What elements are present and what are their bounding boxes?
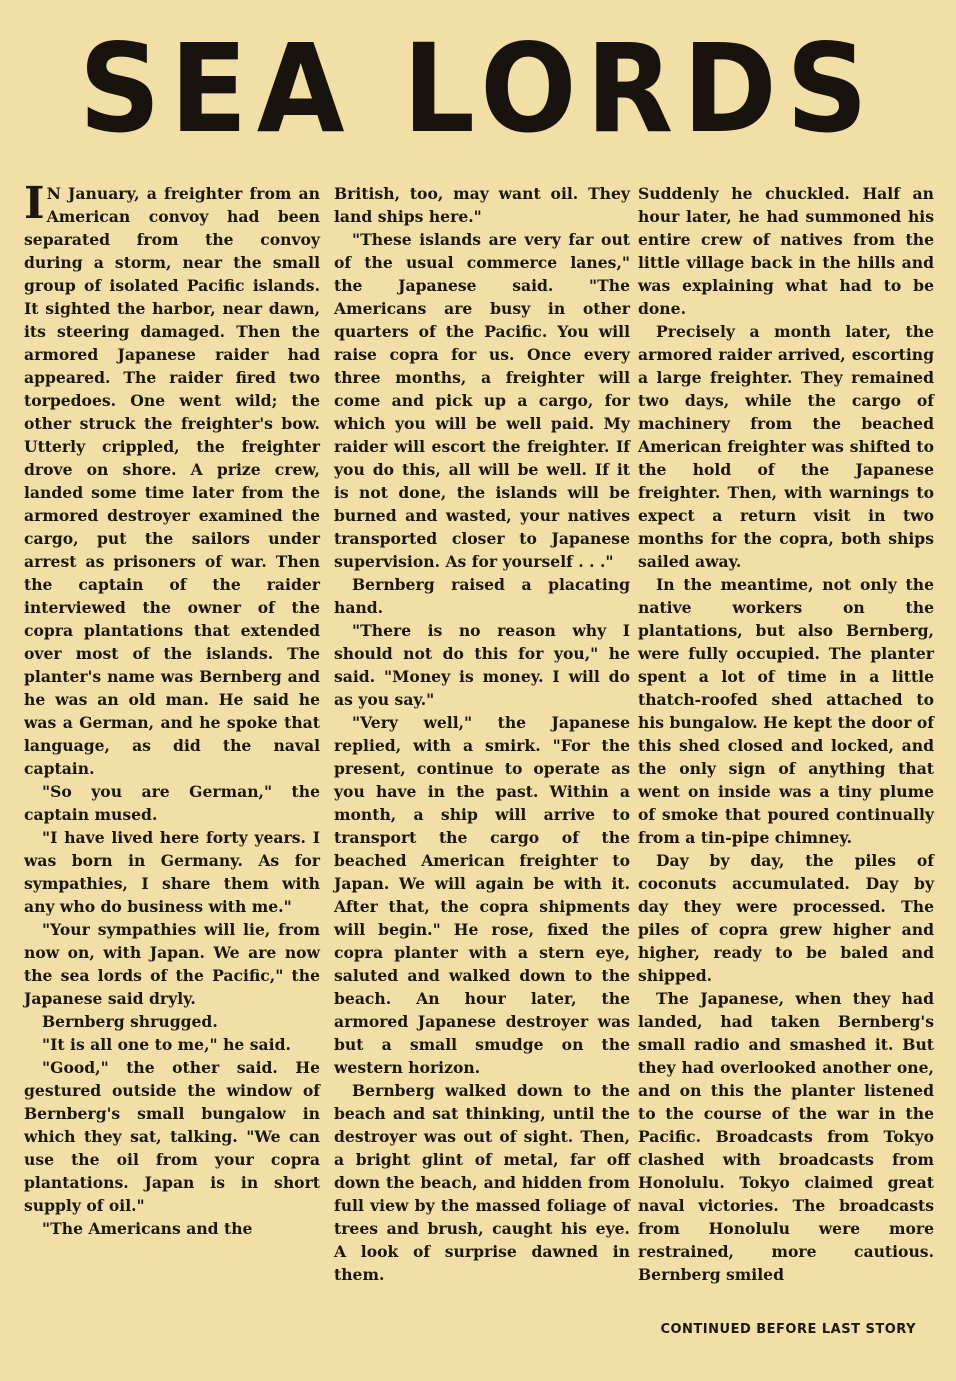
paragraph: "Your sympathies will lie, from now on, with Japan. We are now the sea lords of the Pacific," the Japanese said dryly.	[24, 920, 320, 1008]
paragraph: Day by day, the piles of coconuts accumulated. Day by day they were processed. The piles of copra grew higher and higher, ready to be baled and shipped.	[638, 851, 934, 985]
paragraph: Bernberg raised a placating hand.	[334, 575, 630, 617]
paragraph: I N January, a freighter from an American convoy had been separated from the convoy during a storm, near the small group of isolated Pacific islands. It sighted the harbor, near dawn, its steering damaged. Then the armored Japanese raider had appeared. The raider fired two torpedoes. One went wild; the other struck the freighter's bow. Utterly crippled, the freighter drove on shore. A prize crew, landed some time later from the armored destroyer examined the cargo, put the sailors under arrest as prisoners of war. Then the captain of the raider interviewed the owner of the copra plantations that extended over most of the islands. The planter's name was Bernberg and he was an old man. He said he was a German, and he spoke that language, as did the naval captain.	[24, 178, 320, 778]
story-title: SEA LORDS	[78, 18, 878, 160]
text-column-3	[638, 182, 934, 1286]
paragraph: "So you are German," the captain mused.	[24, 782, 320, 824]
paragraph: "It is all one to me," he said.	[42, 1035, 291, 1054]
continued-note: CONTINUED BEFORE LAST STORY	[660, 1322, 916, 1337]
paragraph: "These islands are very far out of the usual commerce lanes," the Japanese said. "The Americans are busy in other quarters of the Pacific. You will raise copra for us. Once every three months, a freighter will come and pick up a cargo, for which you will be well paid. My raider will escort the freighter. If you do this, all will be well. If it is not done, the islands will be burned and wasted, your natives transported closer to Japanese supervision. As for yourself . . ."	[334, 230, 630, 571]
paragraph: "There is no reason why I should not do this for you," he said. "Money is money. I will do as you say."	[334, 621, 630, 709]
text-column-2	[334, 182, 630, 1286]
paragraph: The Japanese, when they had landed, had taken Bernberg's small radio and smashed it. But they had overlooked another one, and on this the planter listened to the course of the war in the Pacific. Broadcasts from Tokyo clashed with broadcasts from Honolulu. Tokyo claimed great naval victories. The broadcasts from Honolulu were more restrained, more cautious. Bernberg smiled	[638, 989, 934, 1284]
paragraph: British, too, may want oil. They land ships here."	[334, 184, 630, 226]
text-column-1	[24, 178, 320, 1240]
drop-cap: I	[24, 178, 45, 229]
paragraph: Precisely a month later, the armored raider arrived, escorting a large freighter. They remained two days, while the cargo of machinery from the beached American freighter was shifted to the hold of the Japanese freighter. Then, with warnings to expect a return visit in two months for the copra, both ships sailed away.	[638, 322, 934, 571]
paragraph: Suddenly he chuckled. Half an hour later, he had summoned his entire crew of natives from the little village back in the hills and was explaining what had to be done.	[638, 184, 934, 318]
paragraph: In the meantime, not only the native workers on the plantations, but also Bernberg, were fully occupied. The planter spent a lot of time in a little thatch-roofed shed attached to his bungalow. He kept the door of this shed closed and locked, and the only sign of anything that went on inside was a tiny plume of smoke that poured continually from a tin-pipe chimney.	[638, 575, 934, 847]
paragraph: Bernberg shrugged.	[42, 1012, 218, 1031]
paragraph: "Very well," the Japanese replied, with a smirk. "For the present, continue to operate as you have in the past. Within a month, a ship will arrive to transport the cargo of the beached American freighter to Japan. We will again be with it. After that, the copra shipments will begin." He rose, fixed the copra planter with a stern eye, saluted and walked down to the beach. An hour later, the armored Japanese destroyer was but a small smudge on the western horizon.	[334, 713, 630, 1077]
paragraph: "The Americans and the	[42, 1219, 253, 1238]
paragraph: "I have lived here forty years. I was born in Germany. As for sympathies, I share them with any who do business with me."	[24, 828, 320, 916]
paragraph: Bernberg walked down to the beach and sat thinking, until the destroyer was out of sight. Then, a bright glint of metal, far off down the beach, and hidden from full view by the massed foliage of trees and brush, caught his eye. A look of surprise dawned in them.	[334, 1081, 630, 1284]
paragraph: "Good," the other said. He gestured outside the window of Bernberg's small bungalow in which they sat, talking. "We can use the oil from your copra plantations. Japan is in short supply of oil."	[24, 1058, 320, 1215]
